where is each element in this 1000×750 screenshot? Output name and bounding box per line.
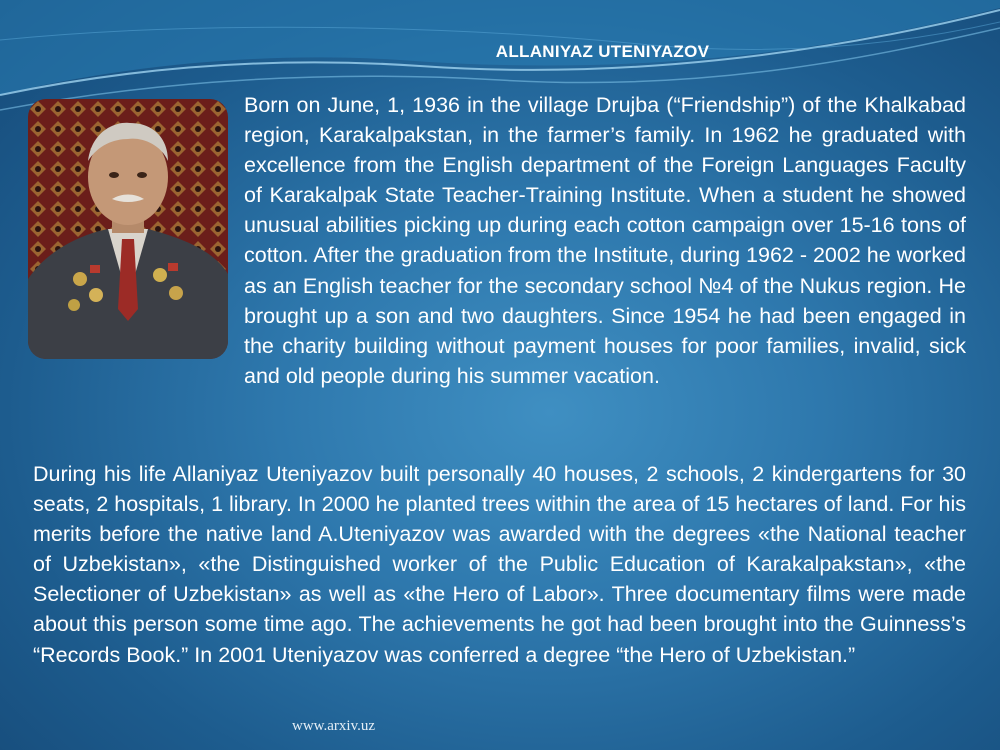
portrait-photo-icon	[28, 99, 228, 359]
biography-paragraph-bottom: During his life Allaniyaz Uteniyazov built personally 40 houses, 2 schools, 2 kindergartens for 30 seats, 2 hospitals, 1 library. In 2000 he planted trees within the area of 15 hectares of land. For his merits before the native land A.Uteniyazov was awarded with the degrees «the National teacher of Uzbekistan», «the Distinguished worker of the Public Education of Karakalpakstan», «the Selectioner of Uzbekistan» as well as «the Hero of Labor». Three documentary films were made about this person some time ago. The achievements he got had been brought into the Guinness’s “Records Book.” In 2001 Uteniyazov was conferred a degree “the Hero of Uzbekistan.”	[33, 462, 967, 667]
slide-title: ALLANIYAZ UTENIYAZOV	[495, 42, 710, 61]
footer-url: www.arxiv.uz	[292, 718, 376, 734]
biography-paragraph-top: Born on June, 1, 1936 in the village Drujba (“Friendship”) of the Khalkabad region, Karakalpakstan, in the farmer’s family. In 1962 he graduated with excellence from the English department of the Foreign Languages Faculty of Karakalpak State Teacher-Training Institute. When a student he showed unusual abilities picking up during each cotton campaign over 15-16 tons of cotton. After the graduation from the Institute, during 1962 - 2002 he worked as an English teacher for the secondary school №4 of the Nukus region. He brought up a son and two daughters. Since 1954 he had been engaged in the charity building without payment houses for poor families, invalid, sick and old people during his summer vacation.	[244, 93, 966, 388]
